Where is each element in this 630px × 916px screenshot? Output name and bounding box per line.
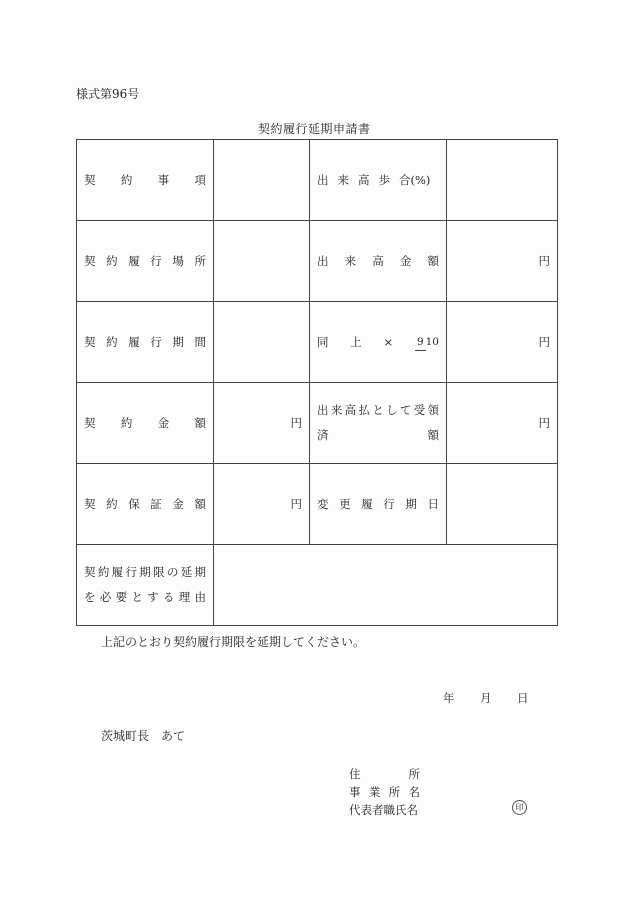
table-row [77, 383, 558, 464]
address-label: 住 所 [349, 767, 420, 781]
contract-period-field[interactable] [214, 302, 310, 383]
request-statement: 上記のとおり契約履行期限を延期してください。 [101, 635, 366, 649]
label-same-times-fraction: 同 上 × 9 10 [310, 302, 447, 383]
progress-rate-field[interactable] [447, 140, 558, 221]
document-title: 契約履行延期申請書 [258, 122, 371, 136]
contract-location-field[interactable] [214, 221, 310, 302]
label-contract-item: 契 約 事 項 [77, 140, 214, 221]
contract-amount-field[interactable]: 円 [214, 383, 310, 464]
day-label: 日 [517, 691, 529, 705]
month-label: 月 [480, 691, 492, 705]
label-extension-reason: 契 約 履 行 期 限 の 延 期 を 必 要 と す る 理 由 [77, 545, 214, 626]
label-contract-deposit: 契 約 保 証 金 額 [77, 464, 214, 545]
nine-tenths-amount-field[interactable]: 円 [447, 302, 558, 383]
representative-label: 代表者職氏名 [349, 803, 418, 817]
application-table [76, 139, 558, 626]
extension-reason-field[interactable] [214, 545, 558, 626]
table-row [77, 464, 558, 545]
year-label: 年 [443, 691, 455, 705]
label-progress-rate: 出 来 高 歩 合(%) [310, 140, 447, 221]
label-contract-period: 契 約 履 行 期 間 [77, 302, 214, 383]
label-contract-location: 契 約 履 行 場 所 [77, 221, 214, 302]
contract-deposit-field[interactable]: 円 [214, 464, 310, 545]
table-row [77, 140, 558, 221]
label-changed-due-date: 変 更 履 行 期 日 [310, 464, 447, 545]
fraction-nine-tenths: 9 10 [415, 334, 439, 351]
progress-amount-field[interactable]: 円 [447, 221, 558, 302]
contract-item-field[interactable] [214, 140, 310, 221]
table-row [77, 221, 558, 302]
received-amount-field[interactable]: 円 [447, 383, 558, 464]
table-row [77, 302, 558, 383]
label-contract-amount: 契 約 金 額 [77, 383, 214, 464]
date-line [443, 690, 529, 706]
table-row [77, 545, 558, 626]
addressee: 茨城町長 あて [101, 729, 186, 743]
label-progress-amount: 出 来 高 金 額 [310, 221, 447, 302]
form-number: 様式第96号 [76, 87, 140, 101]
label-received-progress-payment: 出 来 高 払 と し て 受 領 済 額 [310, 383, 447, 464]
office-name-label: 事 業 所 名 [349, 785, 420, 799]
changed-due-date-field[interactable] [447, 464, 558, 545]
seal-icon: 印 [512, 800, 527, 815]
